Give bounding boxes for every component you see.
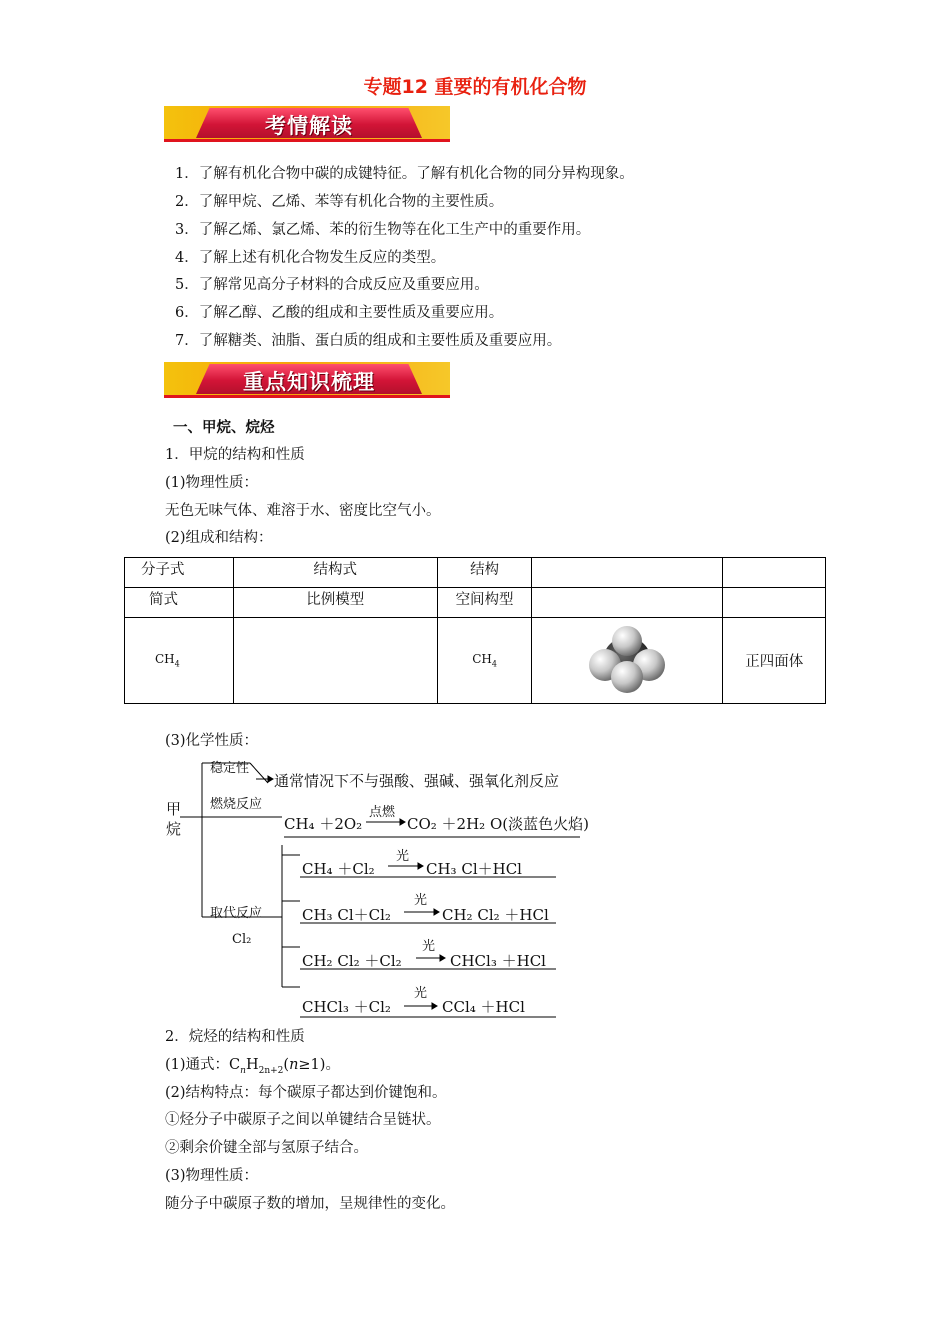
section-heading: 一、甲烷、烷烃 bbox=[173, 420, 275, 436]
subsection-title: 1．甲烷的结构和性质 bbox=[165, 447, 305, 463]
general-formula: (1)通式：$C_nH_{2n+2}(n\ge 1)$。 bbox=[165, 1057, 340, 1076]
page-title: 专题12 重要的有机化合物 bbox=[363, 76, 587, 98]
table-header-cell bbox=[723, 588, 826, 618]
objective-item: 6．了解乙醇、乙酸的组成和主要性质及重要应用。 bbox=[175, 305, 504, 321]
physical-properties-text: 随分子中碳原子数的增加，呈规律性的变化。 bbox=[165, 1196, 455, 1212]
light-condition: 光 bbox=[414, 893, 428, 908]
composition-label: (2)组成和结构： bbox=[165, 530, 273, 546]
simple-formula-cell: $CH_4$ bbox=[437, 618, 532, 704]
chemical-properties-label: (3)化学性质： bbox=[165, 733, 259, 749]
structure-feature-item: ①烃分子中碳原子之间以单键结合呈链状。 bbox=[165, 1112, 441, 1128]
exam-analysis-banner bbox=[164, 106, 450, 142]
objective-item: 1．了解有机化合物中碳的成键特征。了解有机化合物的同分异构现象。 bbox=[175, 166, 634, 182]
stability-text: 通常情况下不与强酸、强碱、强氧化剂反应 bbox=[274, 772, 560, 790]
objective-item: 2．了解甲烷、乙烯、苯等有机化合物的主要性质。 bbox=[175, 194, 504, 210]
light-condition: 光 bbox=[396, 849, 410, 864]
table-header-cell: 比例模型 bbox=[233, 588, 437, 618]
combustion-condition: 点燃 bbox=[369, 805, 396, 820]
structure-feature: (2)结构特点：每个碳原子都达到价键饱和。 bbox=[165, 1085, 447, 1101]
substitution-products: CH₃ Cl＋HCl bbox=[426, 860, 522, 878]
table-header-cell: 简式 bbox=[125, 588, 234, 618]
objective-item: 3．了解乙烯、氯乙烯、苯的衍生物等在化工生产中的重要作用。 bbox=[175, 222, 591, 238]
subsection-title: 2．烷烃的结构和性质 bbox=[165, 1029, 305, 1045]
objective-item: 5．了解常见高分子材料的合成反应及重要应用。 bbox=[175, 277, 489, 293]
table-header-cell: 结构式 bbox=[233, 558, 437, 588]
table-header-cell bbox=[532, 558, 723, 588]
stability-label: 稳定性 bbox=[210, 761, 250, 776]
table-header-cell: 分子式 bbox=[125, 558, 234, 588]
substitution-reagent: Cl₂ bbox=[232, 932, 252, 947]
molecular-formula-cell: $CH_4$ bbox=[125, 618, 234, 704]
key-knowledge-banner bbox=[164, 362, 450, 398]
key-knowledge-banner-label: 重点知识梳理 bbox=[243, 370, 375, 394]
methane-root-label-2: 烷 bbox=[166, 820, 182, 838]
structure-feature-item: ②剩余价键全部与氢原子结合。 bbox=[165, 1140, 368, 1156]
substitution-reactants: CH₂ Cl₂ ＋Cl₂ bbox=[302, 952, 402, 970]
substitution-reactants: CHCl₃ ＋Cl₂ bbox=[302, 998, 391, 1016]
physical-properties-label: (1)物理性质： bbox=[165, 475, 259, 491]
table-header-cell bbox=[532, 588, 723, 618]
substitution-reactants: CH₄ ＋Cl₂ bbox=[302, 860, 375, 878]
substitution-label: 取代反应 bbox=[210, 906, 263, 921]
substitution-products: CH₂ Cl₂ ＋HCl bbox=[442, 906, 549, 924]
physical-properties-label: (3)物理性质： bbox=[165, 1168, 259, 1184]
substitution-products: CCl₄ ＋HCl bbox=[442, 998, 525, 1016]
methane-structure-table bbox=[124, 557, 826, 704]
table-header-cell: 结构 bbox=[437, 558, 532, 588]
substitution-products: CHCl₃ ＋HCl bbox=[450, 952, 546, 970]
objective-item: 7．了解糖类、油脂、蛋白质的组成和主要性质及重要应用。 bbox=[175, 333, 562, 349]
light-condition: 光 bbox=[414, 986, 428, 1001]
methane-root-label-1: 甲 bbox=[166, 800, 182, 818]
combustion-reactants: CH₄ ＋2O₂ bbox=[284, 815, 363, 833]
substitution-reactants: CH₃ Cl＋Cl₂ bbox=[302, 906, 391, 924]
spatial-shape-cell: 正四面体 bbox=[723, 618, 826, 704]
objective-item: 4．了解上述有机化合物发生反应的类型。 bbox=[175, 250, 446, 266]
methane-reaction-diagram bbox=[160, 755, 580, 1025]
light-condition: 光 bbox=[422, 939, 436, 954]
table-header-cell bbox=[723, 558, 826, 588]
structural-formula-cell bbox=[233, 618, 437, 704]
physical-properties-text: 无色无味气体、难溶于水、密度比空气小。 bbox=[165, 503, 441, 519]
combustion-products: CO₂ ＋2H₂ O(淡蓝色火焰) bbox=[407, 815, 589, 833]
ball-model-cell bbox=[532, 618, 723, 704]
combustion-label: 燃烧反应 bbox=[210, 797, 263, 812]
table-header-cell: 空间构型 bbox=[437, 588, 532, 618]
methane-space-filling-model-icon bbox=[587, 623, 667, 695]
exam-analysis-banner-label: 考情解读 bbox=[265, 114, 353, 138]
